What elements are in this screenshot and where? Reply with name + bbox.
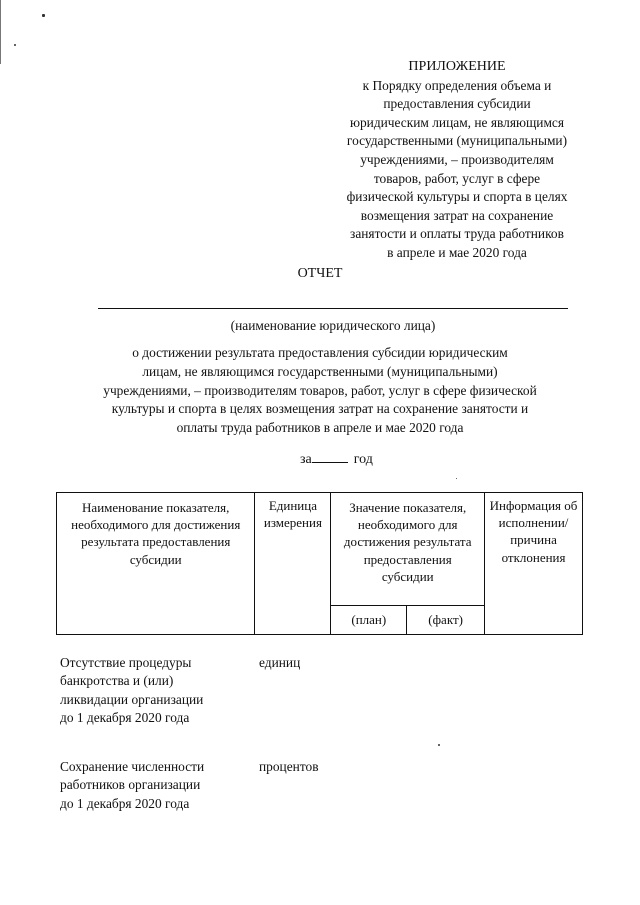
table-row-indicator [60,654,260,728]
appendix-line: возмещения затрат на сохранение [360,207,554,223]
row-line: ликвидации организации [60,691,204,707]
report-subject-line: о достижении результата предоставления субсидии юридическим [132,345,508,360]
report-subject [80,344,560,438]
appendix-line: физической культуры и спорта в целях [346,189,568,205]
table-row-unit: процентов [259,759,319,774]
report-subject-line: культуры и спорта в целях возмещения затрат на сохранение занятости и [111,401,529,417]
appendix-line: товаров, работ, услуг в сфере [373,170,541,186]
header-info: Информация об исполнении/ причина отклонения [485,493,583,635]
appendix-heading: ПРИЛОЖЕНИЕ [408,59,506,74]
entity-name-line [98,308,568,309]
entity-name-caption: (наименование юридического лица) [230,318,436,333]
row-line: Отсутствие процедуры [60,655,192,670]
appendix-line: занятости и оплаты труда работников [350,226,564,242]
scan-speck [438,744,440,746]
period-suffix: год [353,452,373,467]
report-subject-line: учреждениями, – производителям товаров, работ, услуг в сфере физической [103,382,537,398]
appendix-line: учреждениями, – производителям [360,151,554,167]
row-line: Сохранение численности [60,759,205,774]
header-plan: (план) [331,606,407,635]
table-row-indicator [60,758,260,813]
appendix-line: юридическим лицам, не являющимся [349,114,565,130]
table-header-row [57,493,583,606]
report-title: ОТЧЕТ [297,266,343,281]
row-line: до 1 декабря 2020 года [60,710,190,726]
header-indicator: Наименование показателя, необходимого для достижения результата предоставления субсидии [57,493,255,635]
appendix-line: к Порядку определения объема и [362,77,552,93]
period-prefix: за [300,452,312,467]
indicator-table [56,492,583,635]
report-period [300,450,373,468]
header-unit: Единица измерения [255,493,331,635]
scan-edge [0,0,1,64]
period-year-blank[interactable] [312,450,348,463]
appendix-line: государственными (муниципальными) [346,133,568,149]
report-subject-line: оплаты труда работников в апреле и мае 2020 года [176,420,464,436]
scan-speck [14,44,16,46]
header-value: Значение показателя, необходимого для достижения результата предоставления субсидии [331,493,485,606]
row-line: банкротства и (или) [60,673,174,689]
appendix-block [322,58,592,263]
report-subject-line: лицам, не являющимся государственными (муниципальными) [142,363,498,379]
row-line: работников организации [60,777,201,793]
appendix-line: в апреле и мае 2020 года [387,244,527,260]
appendix-line: предоставления субсидии [383,96,531,112]
scan-speck [42,14,45,17]
row-line: до 1 декабря 2020 года [60,795,190,811]
header-fact: (факт) [407,606,485,635]
scan-speck [456,478,457,479]
table-row-unit: единиц [259,655,301,670]
